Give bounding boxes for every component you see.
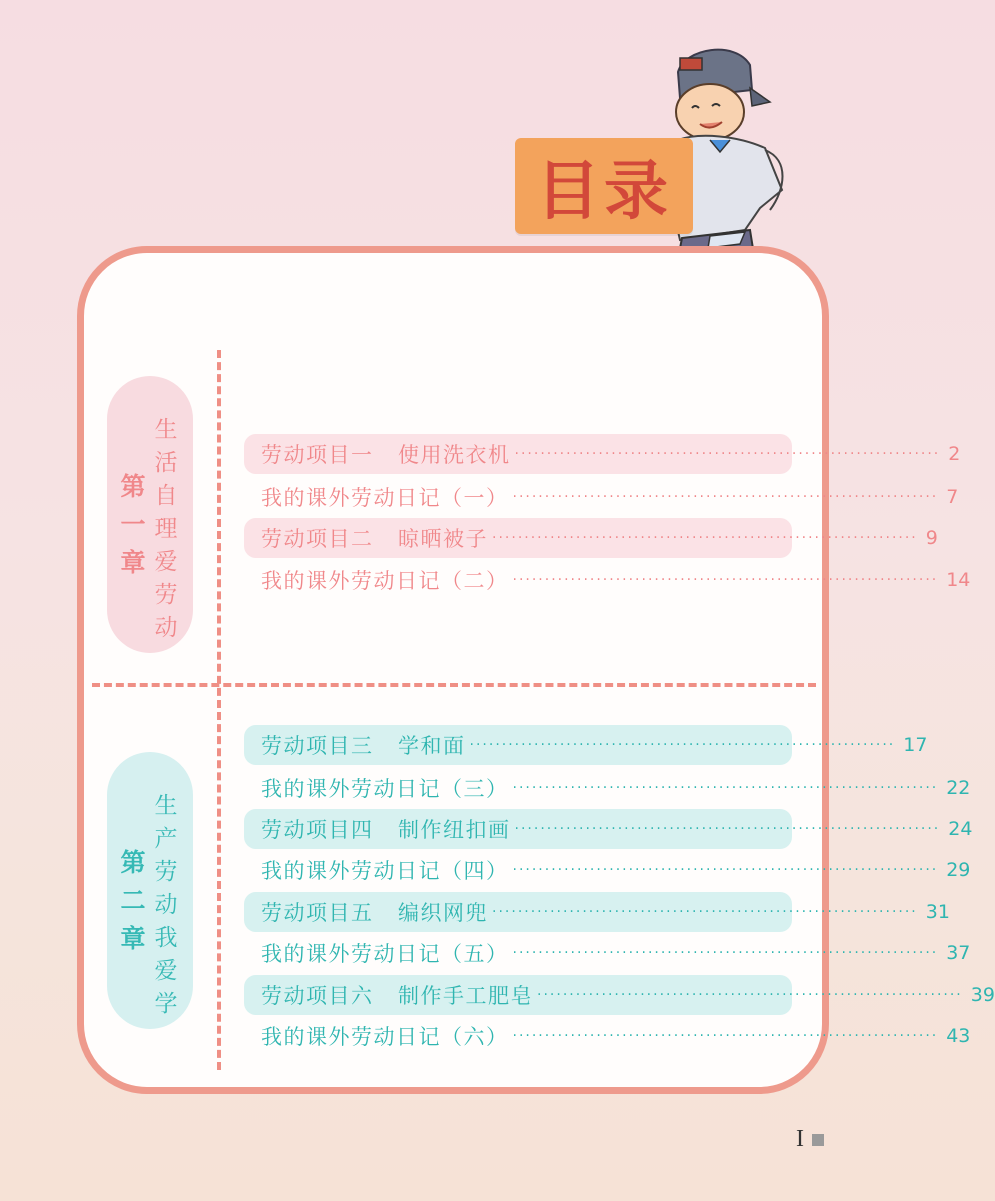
page-marker (812, 1134, 824, 1146)
chapter-2-label: 第 二 章 (120, 848, 146, 953)
entry-title: 劳动项目一 使用洗衣机 (261, 443, 511, 467)
dot-leader: ·································································· (512, 862, 939, 878)
entry-page: 2 (948, 443, 961, 465)
entry-page: 31 (925, 901, 950, 923)
toc-entry[interactable] (244, 768, 971, 808)
dot-leader: ·································································· (492, 530, 918, 546)
toc-entry[interactable] (244, 434, 961, 474)
entry-title: 劳动项目六 制作手工肥皂 (261, 984, 534, 1008)
dot-leader: ·································································· (512, 945, 939, 961)
toc-entry[interactable] (244, 933, 971, 973)
entry-title: 我的课外劳动日记（四） (261, 859, 509, 883)
dot-leader: ·································································· (469, 737, 896, 753)
entry-title: 劳动项目四 制作纽扣画 (261, 818, 511, 842)
dot-leader: ·································································· (512, 780, 939, 796)
toc-entry[interactable] (244, 518, 938, 558)
entry-page: 7 (946, 486, 959, 508)
horizontal-divider (92, 683, 816, 687)
entry-page: 39 (970, 984, 995, 1006)
dot-leader: ·································································· (514, 821, 941, 837)
toc-entry[interactable] (244, 809, 973, 849)
chapter-2-name: 生 产 劳 动 我 爱 学 (154, 793, 178, 1017)
dot-leader: ·································································· (537, 987, 963, 1003)
entry-page: 14 (946, 569, 971, 591)
entry-title: 劳动项目二 晾晒被子 (261, 527, 489, 551)
toc-entry[interactable] (244, 892, 950, 932)
entry-page: 24 (948, 818, 973, 840)
vertical-divider (217, 350, 221, 1070)
chapter-1-name: 生 活 自 理 爱 劳 动 (154, 417, 178, 641)
toc-entry[interactable] (244, 725, 928, 765)
toc-entry[interactable] (244, 477, 959, 517)
entry-title: 我的课外劳动日记（一） (261, 486, 509, 510)
dot-leader: ·································································· (512, 489, 939, 505)
dot-leader: ·································································· (512, 572, 939, 588)
entry-title: 我的课外劳动日记（六） (261, 1025, 509, 1049)
entry-title: 我的课外劳动日记（三） (261, 777, 509, 801)
toc-entry[interactable] (244, 975, 995, 1015)
entry-page: 37 (946, 942, 971, 964)
entry-page: 17 (903, 734, 928, 756)
toc-entry[interactable] (244, 850, 971, 890)
toc-entry[interactable] (244, 560, 971, 600)
chapter-1-label: 第 一 章 (120, 472, 146, 577)
entry-page: 22 (946, 777, 971, 799)
dot-leader: ·································································· (492, 904, 918, 920)
entry-page: 9 (925, 527, 938, 549)
entry-title: 劳动项目三 学和面 (261, 734, 466, 758)
entry-page: 43 (946, 1025, 971, 1047)
dot-leader: ·································································· (514, 446, 941, 462)
entry-title: 我的课外劳动日记（五） (261, 942, 509, 966)
toc-entry[interactable] (244, 1016, 971, 1056)
chapter-1-tab (107, 376, 193, 653)
entry-page: 29 (946, 859, 971, 881)
entry-title: 劳动项目五 编织网兜 (261, 901, 489, 925)
page-number: I (796, 1126, 804, 1152)
entry-title: 我的课外劳动日记（二） (261, 569, 509, 593)
toc-title: 目录 (515, 138, 693, 234)
dot-leader: ·································································· (512, 1028, 939, 1044)
chapter-2-tab (107, 752, 193, 1029)
